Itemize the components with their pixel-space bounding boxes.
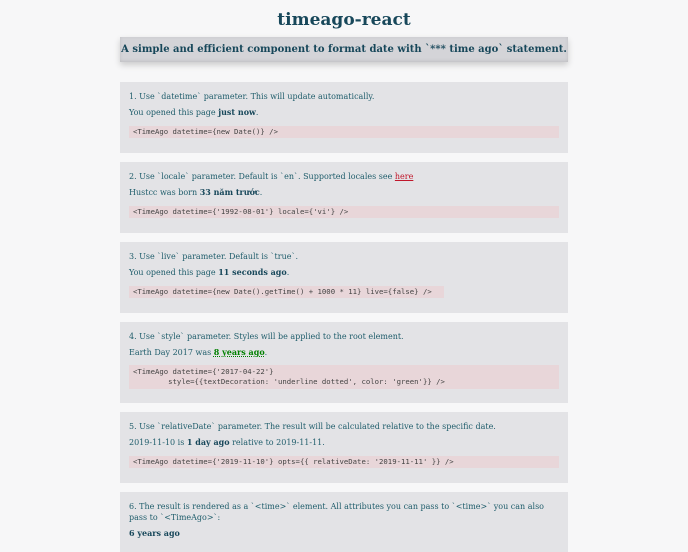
result-prefix: Earth Day 2017 was <box>129 348 214 357</box>
example-description: 1. Use `datetime` parameter. This will update automatically. <box>129 92 375 101</box>
page-subtitle: A simple and efficient component to format date with `*** time ago` statement. <box>120 37 568 62</box>
result-suffix: . <box>259 188 263 197</box>
example-description: 3. Use `live` parameter. Default is `true`. <box>129 252 299 261</box>
example-card-live <box>120 242 568 313</box>
result-prefix: You opened this page <box>129 108 219 117</box>
code-line: style={{textDecoration: 'underline dotted', color: 'green'}} /> <box>133 377 445 386</box>
result-suffix: . <box>286 268 290 277</box>
example-card-relative-date <box>120 412 568 483</box>
code-line: <TimeAgo datetime={'2017-04-22'} <box>133 367 274 376</box>
page <box>0 9 688 538</box>
timeago-output: 8 years ago <box>213 347 265 357</box>
example-description <box>129 171 559 182</box>
timeago-output: just now <box>218 107 256 117</box>
example-result <box>129 347 559 358</box>
timeago-output: 11 seconds ago <box>218 267 287 277</box>
example-result <box>129 107 559 118</box>
example-card-locale <box>120 162 568 233</box>
description-text: 2. Use `locale` parameter. Default is `en`. Supported locales see <box>129 172 395 181</box>
example-card-style <box>120 322 568 403</box>
timeago-output: 6 years ago <box>129 528 180 538</box>
example-result <box>129 267 559 278</box>
code-snippet <box>129 365 559 389</box>
result-prefix: You opened this page <box>129 268 219 277</box>
code-snippet: <TimeAgo datetime={'2019-11-10'} opts={{ relativeDate: '2019-11-11' }} /> <box>129 456 559 468</box>
timeago-output: 1 day ago <box>186 437 230 447</box>
example-description: 5. Use `relativeDate` parameter. The result will be calculated relative to the specific date. <box>129 422 496 431</box>
page-title: timeago-react <box>277 10 411 30</box>
example-result <box>129 187 559 198</box>
code-snippet: <TimeAgo datetime={new Date().getTime() + 1000 * 11} live={false} /> <box>129 286 444 298</box>
example-result <box>129 437 559 448</box>
code-snippet: <TimeAgo datetime={'1992-08-01'} locale={'vi'} /> <box>129 206 559 218</box>
result-prefix: 2019-11-10 is <box>129 438 187 447</box>
example-description: 6. The result is rendered as a `<time>` element. All attributes you can pass to `<time>` you can also pass to `<TimeAgo>`: <box>129 502 544 522</box>
timeago-output: 33 năm trước <box>199 187 260 197</box>
result-suffix: relative to 2019-11-11. <box>229 438 325 447</box>
example-result <box>129 528 559 539</box>
example-description: 4. Use `style` parameter. Styles will be applied to the root element. <box>129 332 404 341</box>
supported-locales-link[interactable]: here <box>394 172 414 181</box>
result-suffix: . <box>264 348 268 357</box>
example-card-time-element <box>120 492 568 552</box>
code-snippet: <TimeAgo datetime={new Date()} /> <box>129 126 559 138</box>
result-suffix: . <box>255 108 259 117</box>
example-card-datetime <box>120 82 568 153</box>
result-prefix: Hustcc was born <box>129 188 200 197</box>
